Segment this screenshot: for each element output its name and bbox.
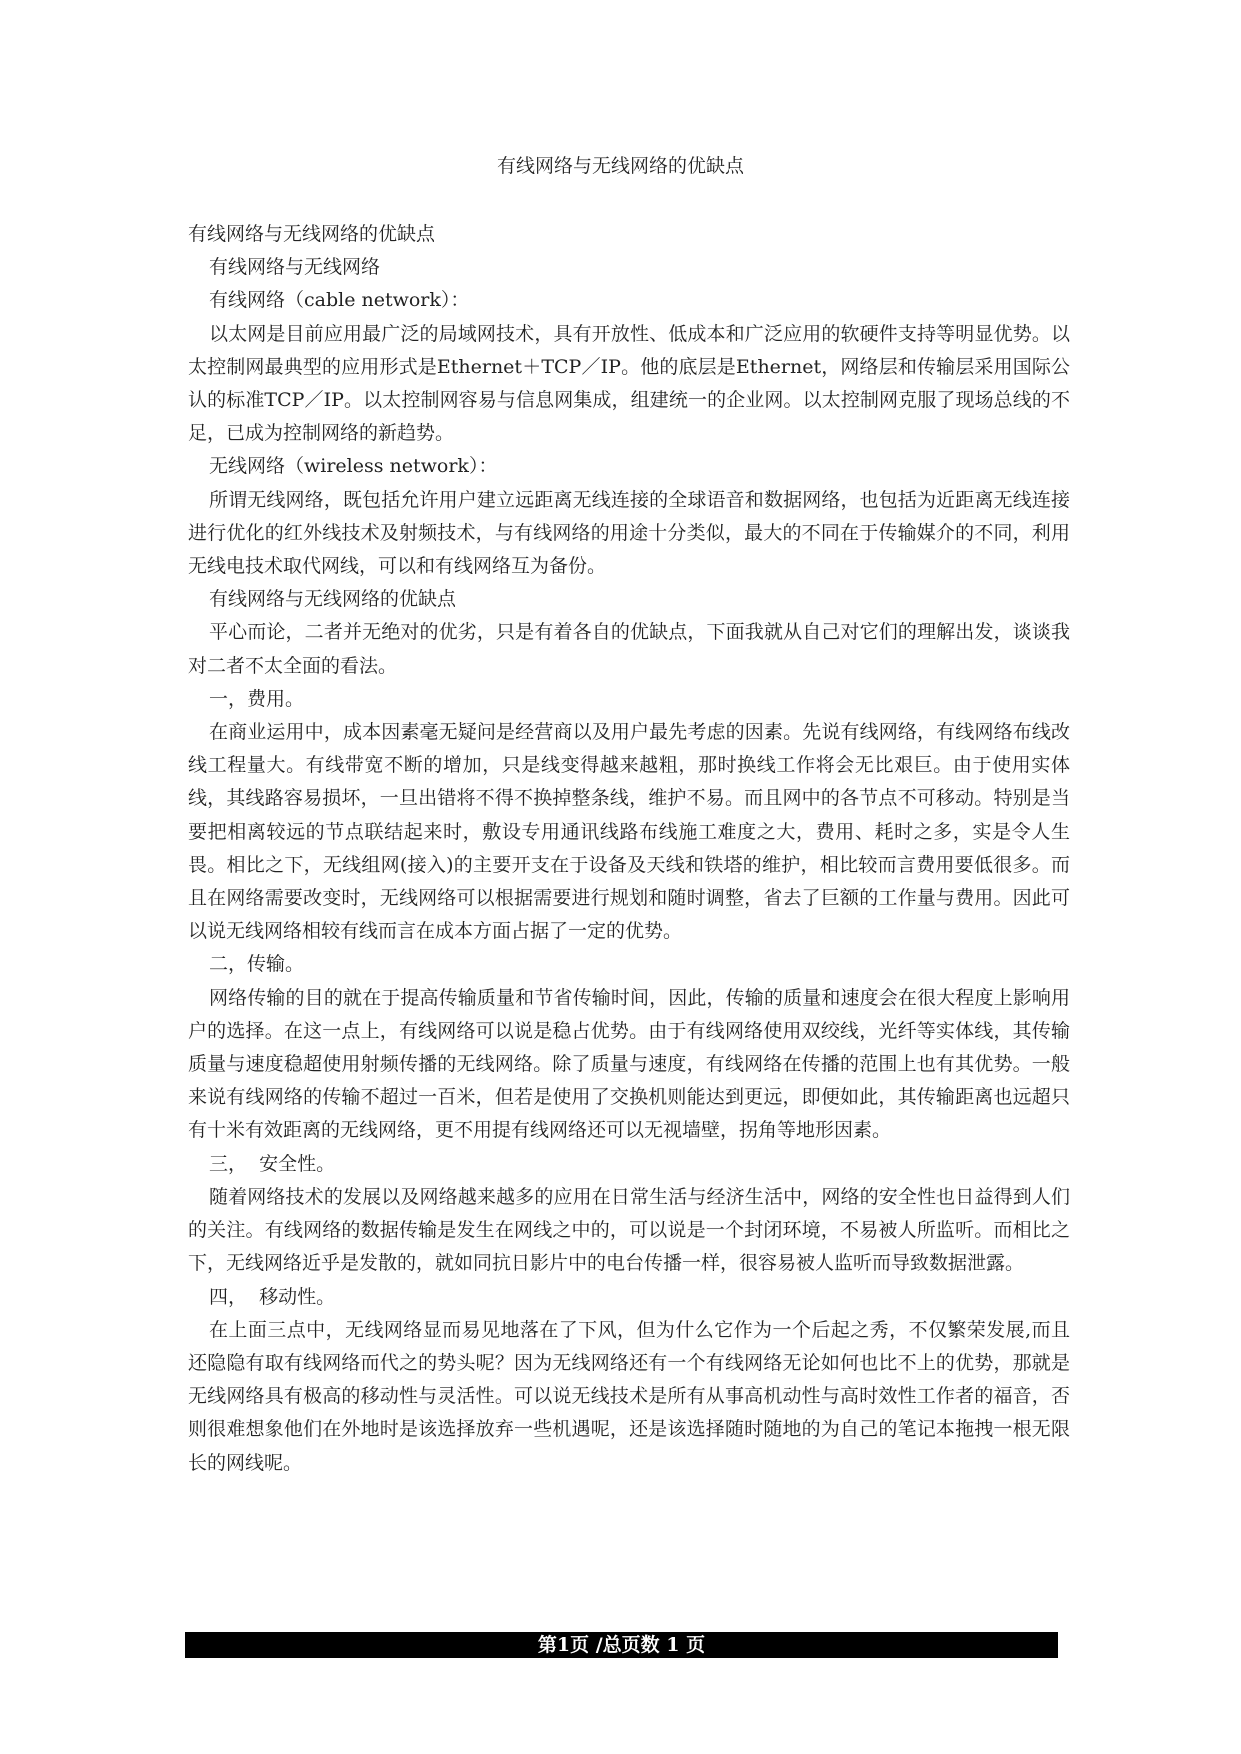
- paragraph-transmission-heading: 二，传输。: [209, 953, 305, 976]
- paragraph-wireless-body: 所谓无线网络，既包括允许用户建立远距离无线连接的全球语音和数据网络，也包括为近距离无线连接进行优化的红外线技术及射频技术，与有线网络的用途十分类似，最大的不同在于传输媒介的不同，利用无线电技术取代网线，可以和有线网络互为备份。: [188, 488, 1070, 578]
- paragraph-security-heading: 三， 安全性。: [209, 1152, 336, 1175]
- paragraph-intro: 平心而论，二者并无绝对的优劣，只是有着各自的优缺点，下面我就从自己对它们的理解出发，谈谈我对二者不太全面的看法。: [188, 621, 1070, 677]
- document-body: [188, 218, 1070, 1480]
- paragraph-subheading: 有线网络与无线网络: [209, 256, 381, 279]
- paragraph-transmission-body: 网络传输的目的就在于提高传输质量和节省传输时间，因此，传输的质量和速度会在很大程度上影响用户的选择。在这一点上，有线网络可以说是稳占优势。由于有线网络使用双绞线，光纤等实体线，其传输质量与速度稳超使用射频传播的无线网络。除了质量与速度，有线网络在传播的范围上也有其优势。一般来说有线网络的传输不超过一百米，但若是使用了交换机则能达到更远，即便如此，其传输距离也远超只有十米有效距离的无线网络，更不用提有线网络还可以无视墙壁，拐角等地形因素。: [188, 986, 1070, 1142]
- paragraph-security-body: 随着网络技术的发展以及网络越来越多的应用在日常生活与经济生活中，网络的安全性也日益得到人们的关注。有线网络的数据传输是发生在网线之中的，可以说是一个封闭环境，不易被人所监听。而相比之下，无线网络近乎是发散的，就如同抗日影片中的电台传播一样，很容易被人监听而导致数据泄露。: [188, 1185, 1070, 1275]
- page-footer: [185, 1632, 1058, 1658]
- paragraph-heading: 有线网络与无线网络的优缺点: [188, 223, 436, 245]
- page-number-text: 第1页 /总页数 1 页: [537, 1634, 706, 1656]
- page-title: 有线网络与无线网络的优缺点: [496, 155, 744, 177]
- paragraph-cable-body: 以太网是目前应用最广泛的局域网技术，具有开放性、低成本和广泛应用的软硬件支持等明显优势。以太控制网最典型的应用形式是Ethernet＋TCP／IP。他的底层是Ethernet，网络层和传输层采用国际公认的标准TCP／IP。以太控制网容易与信息网集成，组建统一的企业网。以太控制网克服了现场总线的不足，已成为控制网络的新趋势。: [188, 322, 1070, 445]
- paragraph-proscons-heading: 有线网络与无线网络的优缺点: [209, 588, 457, 611]
- paragraph-cable-heading: 有线网络（cable network）：: [209, 289, 470, 312]
- paragraph-mobility-heading: 四， 移动性。: [209, 1285, 336, 1308]
- paragraph-cost-heading: 一，费用。: [209, 687, 305, 710]
- paragraph-cost-body: 在商业运用中，成本因素毫无疑问是经营商以及用户最先考虑的因素。先说有线网络，有线网络布线改线工程量大。有线带宽不断的增加，只是线变得越来越粗，那时换线工作将会无比艰巨。由于使用实体线，其线路容易损坏，一旦出错将不得不换掉整条线，维护不易。而且网中的各节点不可移动。特别是当要把相离较远的节点联结起来时，敷设专用通讯线路布线施工难度之大，费用、耗时之多，实是令人生畏。相比之下，无线组网(接入)的主要开支在于设备及天线和铁塔的维护，相比较而言费用要低很多。而且在网络需要改变时，无线网络可以根据需要进行规划和随时调整，省去了巨额的工作量与费用。因此可以说无线网络相较有线而言在成本方面占据了一定的优势。: [188, 721, 1070, 943]
- paragraph-mobility-body: 在上面三点中，无线网络显而易见地落在了下风，但为什么它作为一个后起之秀，不仅繁荣发展,而且还隐隐有取有线网络而代之的势头呢？因为无线网络还有一个有线网络无论如何也比不上的优势，那就是无线网络具有极高的移动性与灵活性。可以说无线技术是所有从事高机动性与高时效性工作者的福音，否则很难想象他们在外地时是该选择放弃一些机遇呢，还是该选择随时随地的为自己的笔记本拖拽一根无限长的网线呢。: [188, 1318, 1070, 1474]
- paragraph-wireless-heading: 无线网络（wireless network）：: [209, 455, 498, 478]
